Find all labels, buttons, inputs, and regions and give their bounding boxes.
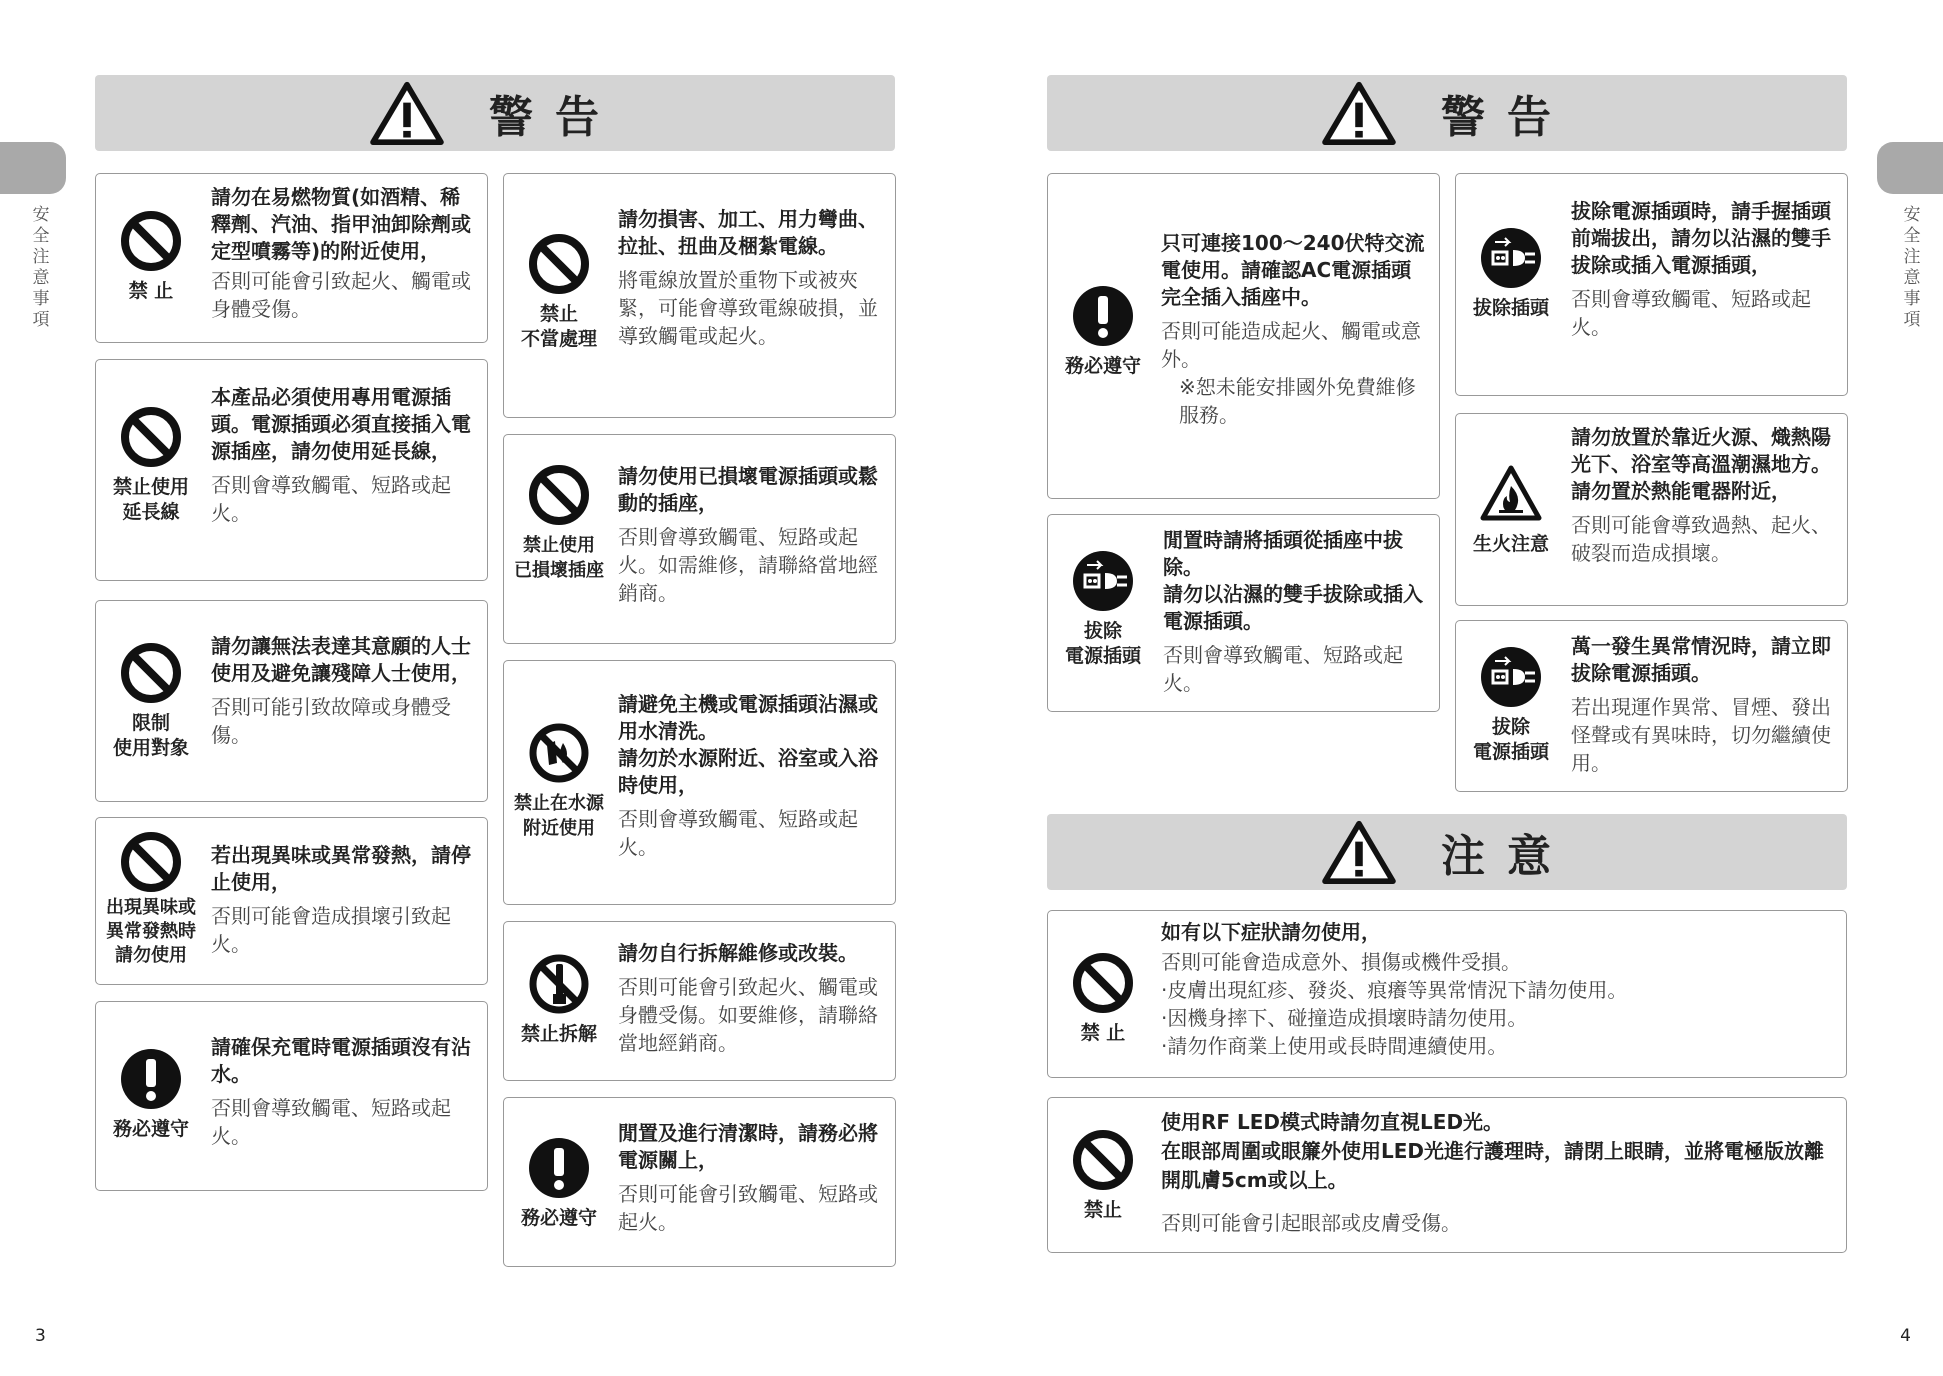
card-body: 否則會導致觸電、短路或起火。 [1571, 287, 1811, 339]
card-dry-plug [95, 1001, 488, 1191]
card-heading: 請勿在易燃物質(如酒精、稀釋劑、汽油、指甲油卸除劑或定型噴霧等)的附近使用， [211, 185, 471, 263]
card-heading: 若出現異味或異常發熱，請停止使用， [211, 843, 471, 894]
unplug-icon [1071, 549, 1135, 613]
caution-banner [1047, 814, 1847, 890]
side-tab-right [1877, 142, 1943, 194]
unplug-icon [1479, 226, 1543, 290]
unplug-icon [1479, 645, 1543, 709]
card-body: 否則會導致觸電、短路或起火。 [211, 1096, 451, 1148]
card-label: 禁止使用 已損壞插座 [514, 535, 604, 581]
card-heading: 閒置時請將插頭從插座中拔除。 請勿以沾濕的雙手拔除或插入電源插頭。 [1163, 528, 1423, 633]
prohibition-icon [119, 830, 183, 894]
card-body: 否則可能引致故障或身體受傷。 [211, 695, 451, 747]
card-led [1047, 1097, 1847, 1253]
card-damaged [503, 434, 896, 644]
prohibition-icon [119, 209, 183, 273]
card-label: 禁止拆解 [520, 1023, 597, 1045]
card-body: 若出現運作異常、冒煙、發出怪聲或有異味時，切勿繼續使用。 [1571, 695, 1831, 775]
card-note: ※恕未能安排國外免費維修服務。 [1179, 375, 1416, 427]
card-label: 限制 使用對象 [112, 712, 189, 759]
no-disassembly-icon [527, 952, 591, 1016]
card-heading: 請勿放置於靠近火源、熾熱陽光下、浴室等高溫潮濕地方。請勿置於熱能電器附近， [1571, 425, 1831, 503]
card-symptoms [1047, 910, 1847, 1078]
card-body: 否則可能會引致觸電、短路或起火。 [618, 1182, 878, 1234]
prohibition-icon [527, 232, 591, 296]
prohibition-icon [119, 641, 183, 705]
warning-banner-left [95, 75, 895, 151]
caution-title: 注意 [1441, 831, 1573, 882]
list-item: ·請勿作商業上使用或長時間連續使用。 [1161, 1034, 1508, 1058]
card-label: 務必遵守 [1064, 355, 1141, 377]
page-number-right: 4 [1900, 1326, 1911, 1346]
card-label: 禁止在水源 附近使用 [514, 793, 604, 839]
mandatory-exclamation-icon [527, 1136, 591, 1200]
page-number-left: 3 [35, 1326, 46, 1346]
card-heading: 只可連接100～240伏特交流電使用。請確認AC電源插頭完全插入插座中。 [1161, 231, 1425, 309]
card-body: 將電線放置於重物下或被夾緊，可能會導致電線破損，並導致觸電或起火。 [618, 268, 878, 348]
card-label: 禁止使用 延長線 [112, 476, 189, 523]
card-label: 禁止 不當處理 [520, 303, 597, 350]
warning-title: 警告 [1441, 92, 1573, 143]
card-heading: 請確保充電時電源插頭沒有沾水。 [211, 1035, 471, 1086]
prohibition-icon [119, 405, 183, 469]
no-water-icon [527, 721, 591, 785]
list-item: ·因機身摔下、碰撞造成損壞時請勿使用。 [1161, 1006, 1528, 1030]
card-heading: 請勿使用已損壞電源插頭或鬆動的插座， [618, 464, 878, 515]
card-disassemble [503, 921, 896, 1081]
card-flammable [95, 173, 488, 343]
warning-banner-right [1047, 75, 1847, 151]
card-unplug-idle [1047, 514, 1440, 712]
card-heading: 拔除電源插頭時，請手握插頭前端拔出，請勿以沾濕的雙手拔除或插入電源插頭， [1571, 199, 1831, 277]
card-voltage [1047, 173, 1440, 499]
warning-triangle-icon [369, 80, 445, 146]
card-body: 否則會導致觸電、短路或起火。如需維修，請聯絡當地經銷商。 [618, 525, 878, 605]
card-label: 務必遵守 [112, 1118, 189, 1140]
side-label-left: 安全注意事項 [32, 205, 50, 330]
card-body: 否則可能會引起眼部或皮膚受傷。 [1161, 1211, 1461, 1235]
card-label: 出現異味或 異常發熱時 請勿使用 [106, 897, 196, 966]
card-label: 拔除 電源插頭 [1064, 620, 1141, 667]
card-restricted [95, 600, 488, 802]
side-tab-left [0, 142, 66, 194]
card-heading: 如有以下症狀請勿使用， [1161, 920, 1381, 944]
warning-title: 警告 [489, 92, 621, 143]
fire-warning-icon [1479, 462, 1543, 526]
card-extension [95, 359, 488, 581]
card-body: 否則可能會導致過熱、起火、破裂而造成損壞。 [1571, 513, 1831, 565]
card-label: 禁 止 [128, 280, 174, 302]
card-body: 否則可能會造成意外、損傷或機件受損。 [1161, 950, 1521, 974]
card-unplug-grip [1455, 173, 1848, 396]
prohibition-icon [527, 463, 591, 527]
card-body: 否則可能造成起火、觸電或意外。 [1161, 319, 1421, 371]
card-emergency [1455, 620, 1848, 792]
prohibition-icon [1071, 1128, 1135, 1192]
card-heading: 請勿損害、加工、用力彎曲、拉扯、扭曲及梱紮電線。 [618, 207, 878, 258]
card-label: 禁 止 [1080, 1022, 1126, 1044]
card-body: 否則會導致觸電、短路或起火。 [1163, 643, 1403, 695]
card-fire [1455, 413, 1848, 606]
card-label: 禁止 [1083, 1199, 1122, 1221]
card-label: 務必遵守 [520, 1207, 597, 1229]
card-heading: 萬一發生異常情況時，請立即拔除電源插頭。 [1571, 634, 1831, 685]
card-label: 拔除 電源插頭 [1472, 716, 1549, 763]
card-odor [95, 817, 488, 985]
card-label: 生火注意 [1472, 533, 1549, 555]
card-water [503, 660, 896, 905]
warning-triangle-icon [1321, 80, 1397, 146]
card-cord [503, 173, 896, 418]
prohibition-icon [1071, 951, 1135, 1015]
mandatory-exclamation-icon [1071, 284, 1135, 348]
card-heading: 請勿讓無法表達其意願的人士使用及避免讓殘障人士使用， [211, 634, 471, 685]
card-heading: 請勿自行拆解維修或改裝。 [618, 941, 858, 965]
warning-triangle-icon [1321, 819, 1397, 885]
side-label-right: 安全注意事項 [1903, 205, 1921, 330]
card-body: 否則可能會引致起火、觸電或身體受傷。 [211, 269, 471, 321]
card-body: 否則會導致觸電、短路或起火。 [618, 807, 858, 859]
card-heading: 請避免主機或電源插頭沾濕或用水清洗。 請勿於水源附近、浴室或入浴時使用， [618, 692, 878, 797]
card-label: 拔除插頭 [1472, 297, 1549, 319]
card-heading: 本產品必須使用專用電源插頭。電源插頭必須直接插入電源插座，請勿使用延長線， [211, 385, 471, 463]
card-body: 否則會導致觸電、短路或起火。 [211, 473, 451, 525]
card-body: 否則可能會造成損壞引致起火。 [211, 904, 451, 956]
card-heading: 使用RF LED模式時請勿直視LED光。 在眼部周圍或眼簾外使用LED光進行護理時，請閉上眼睛，並將電極版放離開肌膚5cm或以上。 [1161, 1110, 1825, 1192]
card-body: 否則可能會引致起火、觸電或身體受傷。如要維修，請聯絡當地經銷商。 [618, 975, 878, 1055]
list-item: ·皮膚出現紅疹、發炎、痕癢等異常情況下請勿使用。 [1161, 978, 1628, 1002]
card-heading: 閒置及進行清潔時，請務必將電源關上， [618, 1121, 878, 1172]
mandatory-exclamation-icon [119, 1047, 183, 1111]
card-cleaning [503, 1097, 896, 1267]
